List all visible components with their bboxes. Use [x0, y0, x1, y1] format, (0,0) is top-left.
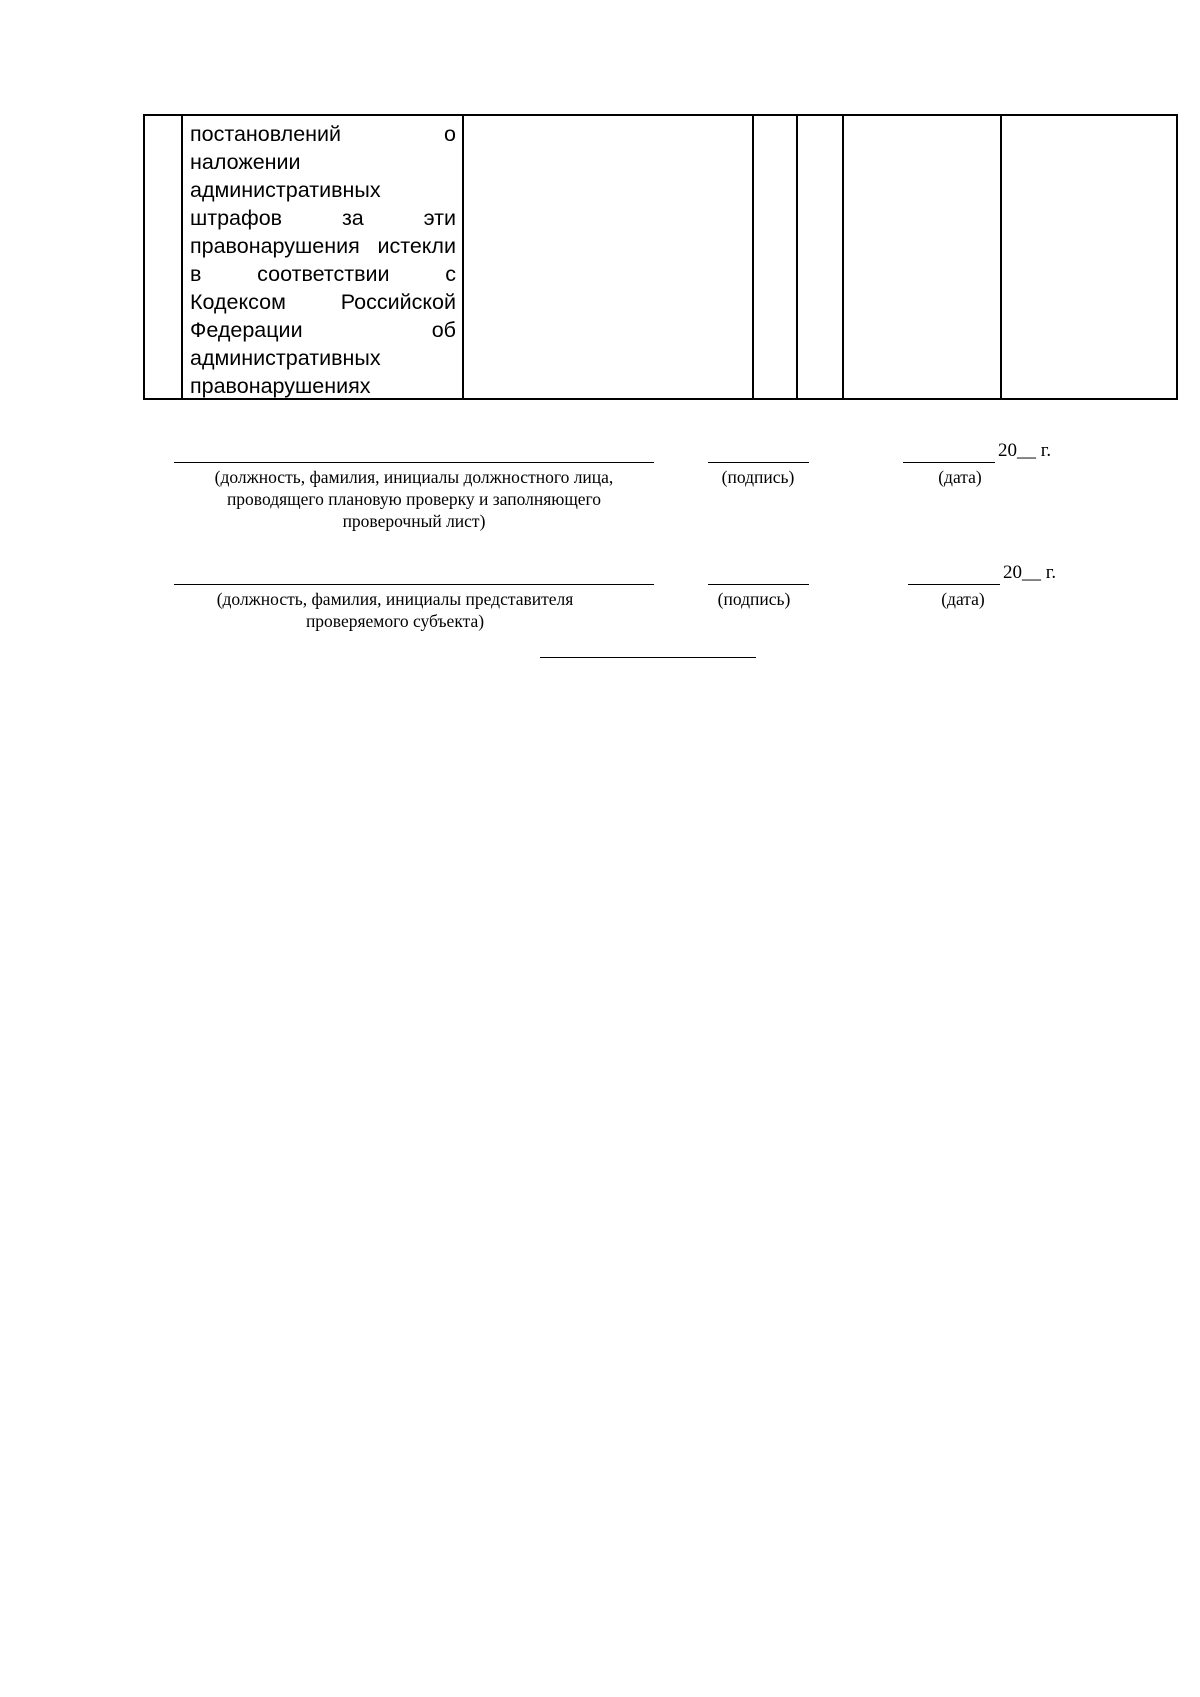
date-caption: (дата) — [941, 589, 985, 609]
question-cell — [182, 115, 463, 399]
question-line: Федерации об — [190, 318, 456, 342]
signature-line — [708, 584, 809, 585]
question-line: штрафов за эти — [190, 206, 456, 230]
year-label: 20__ г. — [1003, 562, 1057, 583]
signature-line — [708, 462, 809, 463]
requirements-cell — [463, 115, 753, 399]
question-line: постановлений о — [190, 122, 456, 146]
question-line: правонарушения истекли — [190, 234, 456, 258]
question-line: Кодексом Российской — [190, 290, 456, 314]
row-number-cell — [144, 115, 182, 399]
question-text — [183, 116, 462, 398]
question-line: в соответствии с — [190, 262, 456, 286]
name-caption: (должность, фамилия, инициалы должностного лица, проводящего плановую проверку и заполняющего проверочный лист) — [214, 467, 614, 531]
answer-yes-cell — [753, 115, 797, 399]
table-row — [144, 115, 1177, 399]
signature-caption: (подпись) — [721, 467, 795, 487]
name-line — [174, 462, 654, 463]
note-cell — [1001, 115, 1177, 399]
end-of-document-line — [540, 657, 756, 658]
year-label: 20__ г. — [998, 440, 1052, 461]
question-line: правонарушениях — [190, 374, 371, 398]
answer-not-applicable-cell — [843, 115, 1001, 399]
date-caption: (дата) — [938, 467, 982, 487]
answer-no-cell — [797, 115, 843, 399]
name-caption: (должность, фамилия, инициалы представителя проверяемого субъекта) — [216, 589, 574, 631]
question-line: административных — [190, 178, 381, 202]
date-line — [903, 462, 995, 463]
signature-caption: (подпись) — [717, 589, 791, 609]
date-line — [908, 584, 1000, 585]
question-line: наложении — [190, 150, 301, 174]
checklist-table — [143, 114, 1178, 400]
name-line — [174, 584, 654, 585]
question-line: административных — [190, 346, 381, 370]
